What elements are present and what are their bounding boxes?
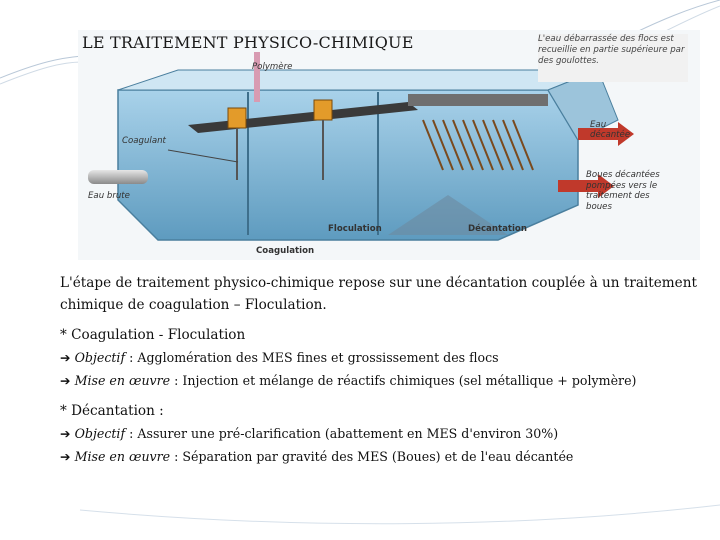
arrow-icon: ➔ <box>60 449 71 464</box>
item-label: Objectif <box>74 350 126 365</box>
list-item <box>60 346 712 369</box>
item-text: : Séparation par gravité des MES (Boues) et de l'eau décantée <box>170 449 574 464</box>
arrow-icon: ➔ <box>60 350 71 365</box>
label-polymere: Polymère <box>252 62 293 72</box>
label-eau-brute: Eau brute <box>88 191 130 201</box>
slide-body <box>60 272 712 468</box>
item-text: : Agglomération des MES fines et grossissement des flocs <box>125 350 499 365</box>
label-floculation: Floculation <box>328 224 382 234</box>
item-text: : Injection et mélange de réactifs chimiques (sel métallique + polymère) <box>170 373 637 388</box>
list-item <box>60 422 712 445</box>
list-item <box>60 369 712 392</box>
label-boues: Boues décantées pompées vers le traitement des boues <box>586 170 660 212</box>
item-label: Mise en œuvre <box>74 449 171 464</box>
label-eau-decantee: Eau décantée <box>590 120 631 140</box>
arrow-icon: ➔ <box>60 373 71 388</box>
section-heading-coagulation: * Coagulation - Floculation <box>60 327 246 343</box>
label-coagulation: Coagulation <box>256 246 315 256</box>
item-text: : Assurer une pré-clarification (abattement en MES d'environ 30%) <box>125 426 559 441</box>
diagram-callout: L'eau débarrassée des flocs est recueillie en partie supérieure par des goulottes. <box>538 34 688 82</box>
intro-text: L'étape de traitement physico-chimique repose sur une décantation couplée à un traitement chimique de coagulation – Floculation. <box>60 275 697 313</box>
slide-title: LE TRAITEMENT PHYSICO-CHIMIQUE <box>82 33 414 52</box>
list-item <box>60 445 712 468</box>
label-coagulant: Coagulant <box>122 136 166 146</box>
section-heading-decantation: * Décantation : <box>60 403 164 419</box>
item-label: Objectif <box>74 426 126 441</box>
item-label: Mise en œuvre <box>74 373 171 388</box>
arrow-icon: ➔ <box>60 426 71 441</box>
label-decantation: Décantation <box>468 224 527 234</box>
